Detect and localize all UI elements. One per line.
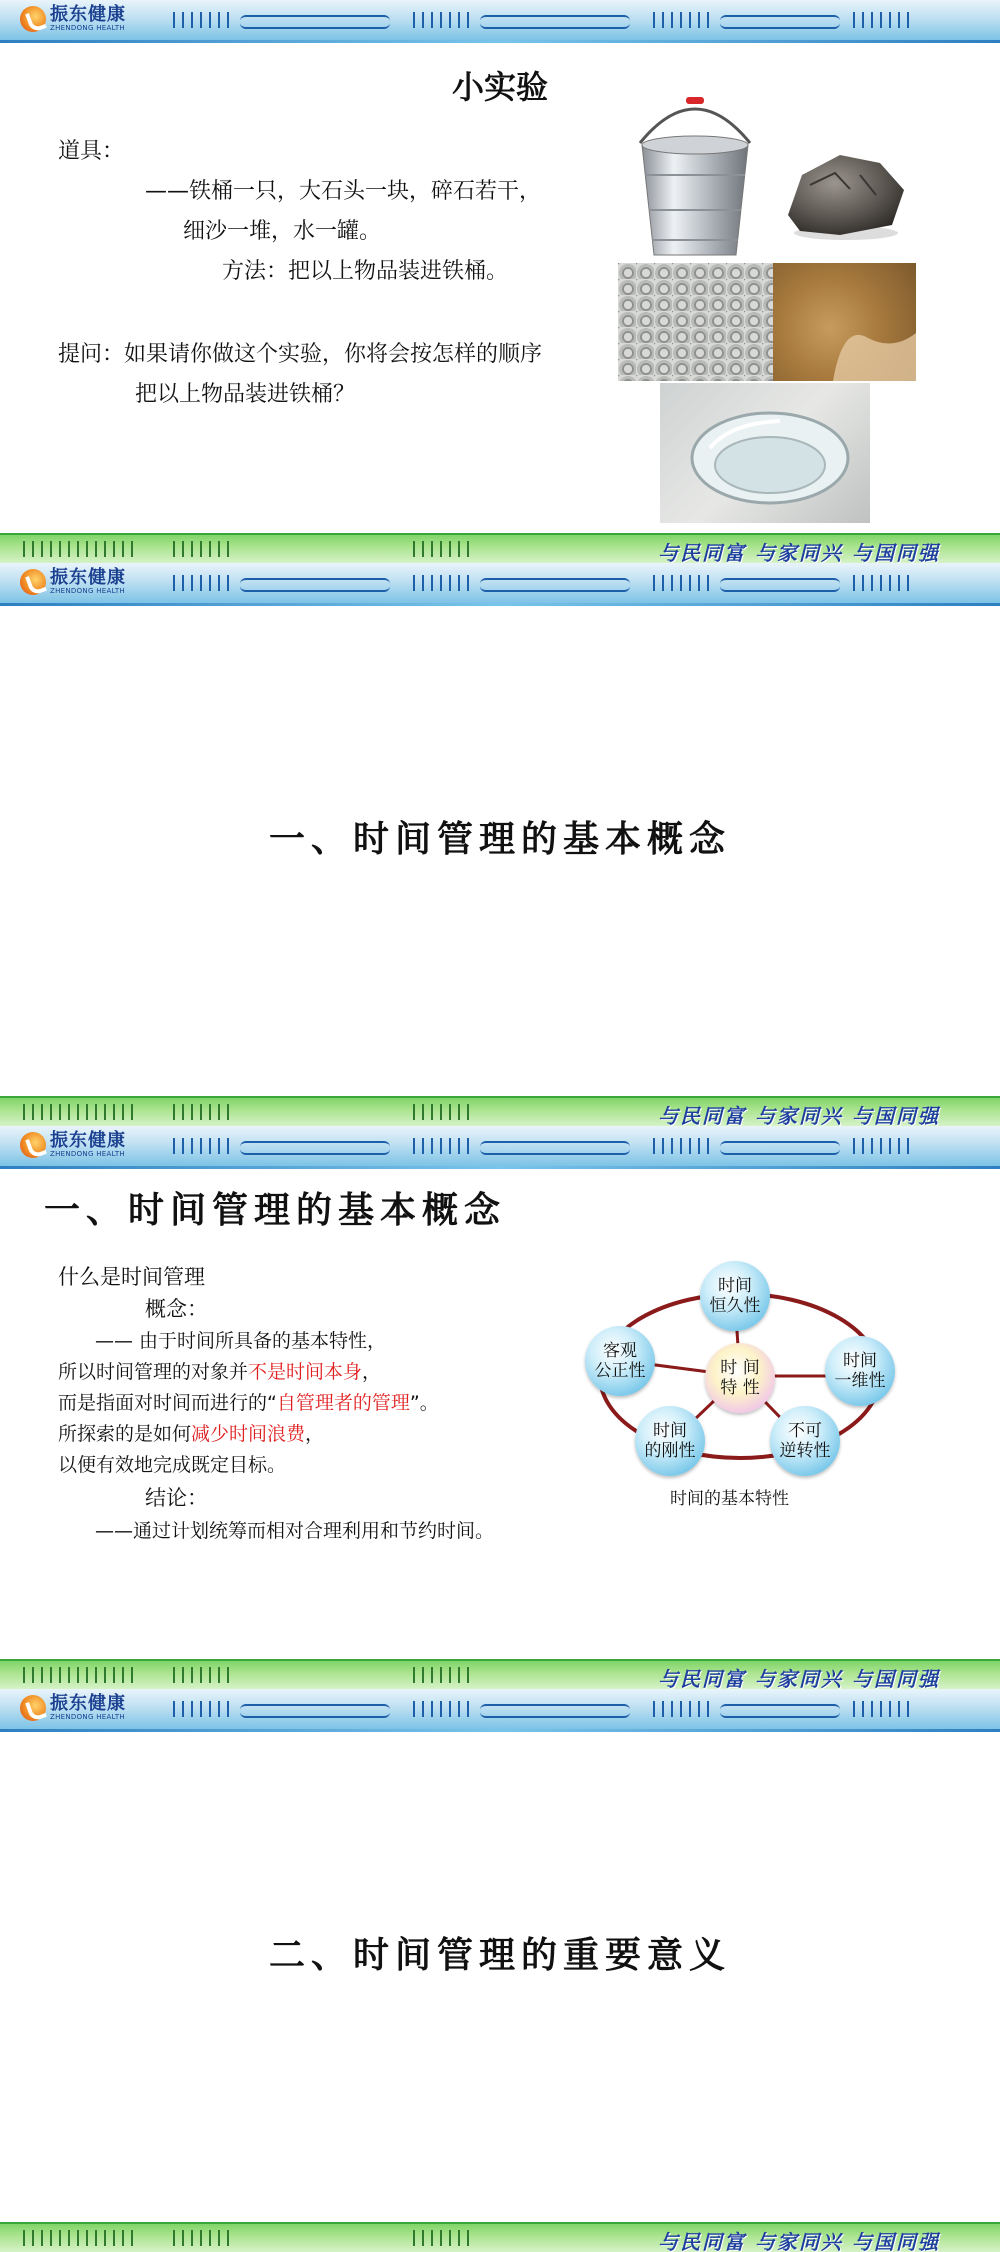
chain-decoration-icon [410, 541, 470, 557]
chain-decoration-icon [240, 1704, 390, 1718]
slide-title: 一、时间管理的基本概念 [44, 1190, 507, 1231]
logo-en: ZHENDONG HEALTH [50, 1150, 125, 1158]
tools-label: 道具： [58, 139, 125, 164]
section-title: 二、时间管理的重要意义 [268, 1935, 731, 1976]
chain-decoration-icon [850, 1701, 910, 1717]
tools-line-1: ——铁桶一只，大石头一块，碎石若干， [145, 179, 542, 204]
bucket-image [630, 95, 760, 260]
footer-slogan: 与民同富 与家同兴 与国同强 [658, 2230, 940, 2252]
sand-image [773, 263, 916, 381]
method-text: 方法：把以上物品装进铁桶。 [222, 259, 509, 284]
chain-decoration-icon [720, 1141, 840, 1155]
chain-decoration-icon [410, 1138, 470, 1154]
conclusion-label: 结论： [145, 1486, 208, 1510]
chain-decoration-icon [720, 578, 840, 592]
highlight-text: 不是时间本身 [248, 1361, 363, 1383]
node-label: 一维性 [834, 1371, 886, 1391]
logo-cn: 振东健康 [50, 1693, 126, 1714]
chain-decoration-icon [650, 12, 710, 28]
chain-decoration-icon [20, 541, 140, 557]
footer-band [0, 1098, 1000, 1126]
logo-cn: 振东健康 [50, 567, 126, 588]
logo-en: ZHENDONG HEALTH [50, 24, 125, 32]
chain-decoration-icon [720, 1704, 840, 1718]
node-impartiality [585, 1326, 655, 1396]
footer-slogan: 与民同富 与家同兴 与国同强 [658, 1667, 940, 1689]
logo-icon [20, 1695, 46, 1721]
highlight-text: 自管理者的管理 [276, 1392, 410, 1414]
section-title: 一、时间管理的基本概念 [268, 819, 731, 860]
header-divider [0, 1166, 1000, 1169]
node-label: 公正性 [594, 1361, 646, 1381]
chain-decoration-icon [480, 1141, 630, 1155]
concept-line-5: 以便有效地完成既定目标。 [58, 1454, 287, 1476]
rock-image [780, 145, 910, 245]
chain-decoration-icon [410, 1701, 470, 1717]
chain-decoration-icon [170, 2230, 230, 2246]
node-permanence [700, 1261, 770, 1331]
gravel-image [618, 263, 773, 381]
chain-decoration-icon [480, 1704, 630, 1718]
footer-band [0, 535, 1000, 563]
logo-cn: 振东健康 [50, 4, 126, 25]
tools-line-2: 细沙一堆，水一罐。 [183, 219, 382, 244]
node-label: 时间 [843, 1351, 877, 1371]
text-span: 所以时间管理的对象并 [58, 1361, 249, 1383]
chain-decoration-icon [650, 575, 710, 591]
chain-decoration-icon [170, 541, 230, 557]
chain-decoration-icon [170, 575, 230, 591]
center-node [705, 1343, 775, 1413]
chain-decoration-icon [480, 578, 630, 592]
footer-band [0, 1661, 1000, 1689]
question-line-2: 把以上物品装进铁桶？ [135, 382, 356, 407]
center-label: 时 间 [720, 1358, 760, 1378]
logo-cn: 振东健康 [50, 1130, 126, 1151]
logo-icon [20, 6, 46, 32]
logo [20, 1695, 126, 1721]
chain-decoration-icon [170, 1104, 230, 1120]
chain-decoration-icon [20, 1104, 140, 1120]
water-image [660, 383, 870, 523]
footer-band [0, 2224, 1000, 2252]
chain-decoration-icon [240, 15, 390, 29]
logo-icon [20, 569, 46, 595]
concept-line-4 [58, 1419, 324, 1446]
header-band [0, 1126, 1000, 1166]
chain-decoration-icon [650, 1138, 710, 1154]
slide-4 [0, 1689, 1000, 2252]
chain-decoration-icon [20, 2230, 140, 2246]
logo-icon [20, 1132, 46, 1158]
header-band [0, 563, 1000, 603]
node-label: 不可 [788, 1421, 822, 1441]
node-label: 时间 [718, 1276, 752, 1296]
what-heading: 什么是时间管理 [58, 1265, 205, 1289]
node-rigidity [635, 1406, 705, 1476]
chain-decoration-icon [170, 1667, 230, 1683]
slide-title: 小实验 [451, 68, 548, 106]
header-divider [0, 1729, 1000, 1732]
logo-en: ZHENDONG HEALTH [50, 587, 125, 595]
chain-decoration-icon [20, 1667, 140, 1683]
concept-line-3 [58, 1388, 439, 1415]
header-divider [0, 40, 1000, 43]
text-span: ”。 [409, 1392, 439, 1414]
concept-line-1: —— 由于时间所具备的基本特性， [95, 1330, 387, 1352]
node-one-dimensional [825, 1336, 895, 1406]
conclusion-text: ——通过计划统筹而相对合理利用和节约时间。 [95, 1520, 495, 1542]
chain-decoration-icon [410, 2230, 470, 2246]
node-label: 客观 [603, 1341, 637, 1361]
text-span: ， [305, 1423, 325, 1445]
chain-decoration-icon [480, 15, 630, 29]
concept-label: 概念： [145, 1297, 208, 1321]
highlight-text: 减少时间浪费 [191, 1423, 306, 1445]
logo [20, 1132, 126, 1158]
slide-2 [0, 563, 1000, 1126]
chain-decoration-icon [170, 1701, 230, 1717]
diagram-caption: 时间的基本特性 [670, 1489, 789, 1509]
node-irreversibility [770, 1406, 840, 1476]
center-label: 特 性 [720, 1378, 760, 1398]
chain-decoration-icon [240, 578, 390, 592]
chain-decoration-icon [850, 575, 910, 591]
chain-decoration-icon [170, 1138, 230, 1154]
header-divider [0, 603, 1000, 606]
header-band [0, 0, 1000, 40]
node-label: 的刚性 [644, 1441, 696, 1461]
node-label: 恒久性 [709, 1296, 761, 1316]
text-span: 所探索的是如何 [58, 1423, 192, 1445]
time-characteristics-diagram [580, 1261, 920, 1476]
chain-decoration-icon [170, 12, 230, 28]
chain-decoration-icon [240, 1141, 390, 1155]
slide-3 [0, 1126, 1000, 1689]
text-span: 而是指面对时间而进行的“ [58, 1392, 277, 1414]
footer-slogan: 与民同富 与家同兴 与国同强 [658, 541, 940, 563]
chain-decoration-icon [850, 1138, 910, 1154]
logo [20, 569, 126, 595]
footer-slogan: 与民同富 与家同兴 与国同强 [658, 1104, 940, 1126]
chain-decoration-icon [850, 12, 910, 28]
header-band [0, 1689, 1000, 1729]
slide-1 [0, 0, 1000, 563]
node-label: 逆转性 [779, 1441, 831, 1461]
node-label: 时间 [653, 1421, 687, 1441]
chain-decoration-icon [410, 575, 470, 591]
logo [20, 6, 126, 32]
chain-decoration-icon [410, 12, 470, 28]
logo-en: ZHENDONG HEALTH [50, 1713, 125, 1721]
chain-decoration-icon [410, 1104, 470, 1120]
concept-line-2 [58, 1357, 381, 1384]
chain-decoration-icon [650, 1701, 710, 1717]
chain-decoration-icon [410, 1667, 470, 1683]
text-span: ， [362, 1361, 382, 1383]
question-line-1: 提问：如果请你做这个实验，你将会按怎样的顺序 [58, 342, 543, 367]
chain-decoration-icon [720, 15, 840, 29]
